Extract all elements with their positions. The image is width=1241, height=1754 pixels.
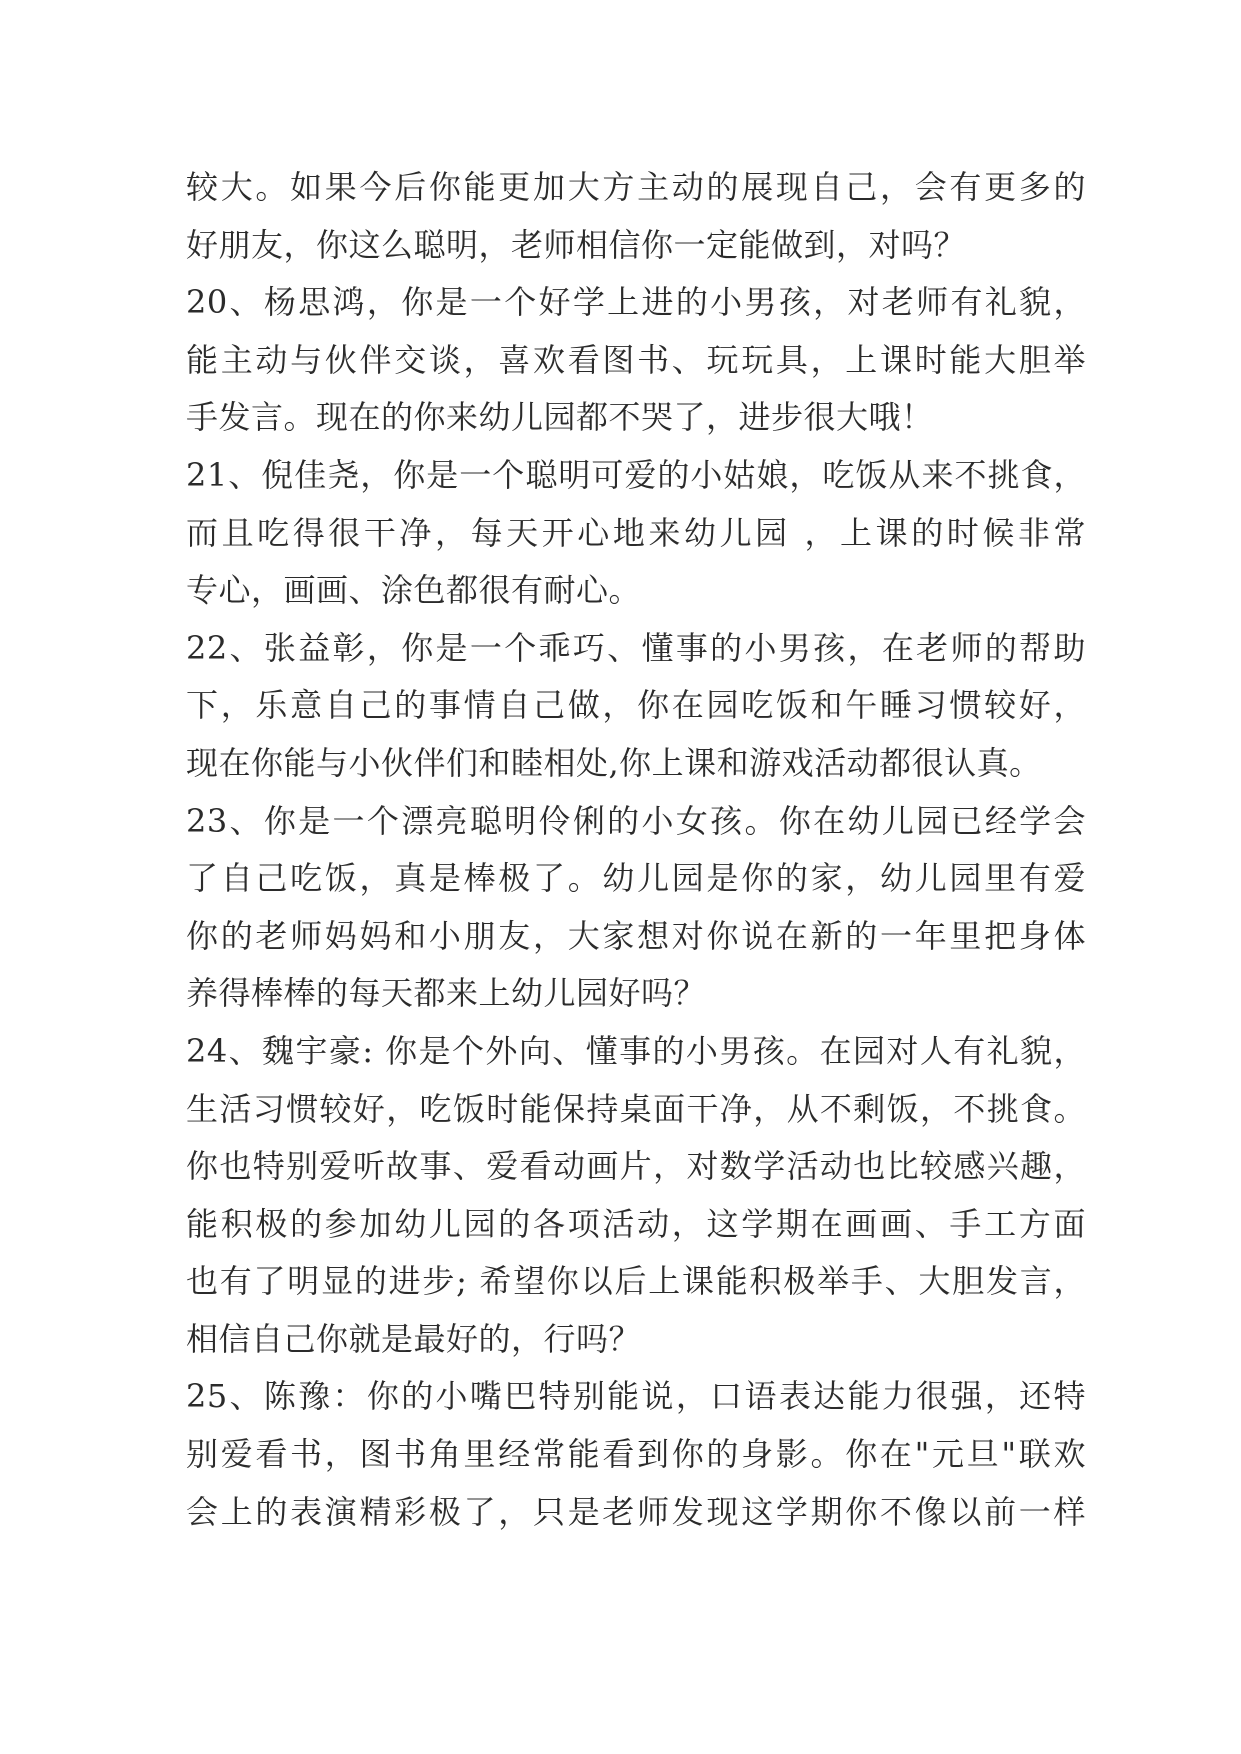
text-line: 能积极的参加幼儿园的各项活动，这学期在画画、手工方面 [186, 1204, 1086, 1243]
text-line: 会上的表演精彩极了，只是老师发现这学期你不像以前一样 [186, 1492, 1086, 1531]
text-line: 也有了明显的进步; 希望你以后上课能积极举手、大胆发言， [186, 1262, 1086, 1301]
text-line: 手发言。现在的你来幼儿园都不哭了，进步很大哦！ [186, 398, 934, 437]
text-line: 生活习惯较好，吃饭时能保持桌面干净，从不剩饭，不挑食。 [186, 1089, 1086, 1128]
text-line: 你也特别爱听故事、爱看动画片，对数学活动也比较感兴趣， [186, 1147, 1086, 1186]
text-line: 你的老师妈妈和小朋友，大家想对你说在新的一年里把身体 [186, 916, 1086, 955]
text-line: 下，乐意自己的事情自己做，你在园吃饭和午睡习惯较好， [186, 686, 1086, 725]
text-line: 较大。如果今后你能更加大方主动的展现自己，会有更多的 [186, 168, 1086, 206]
text-line: 养得棒棒的每天都来上幼儿园好吗？ [186, 974, 707, 1013]
text-line: 20、杨思鸿，你是一个好学上进的小男孩，对老师有礼貌， [186, 283, 1086, 322]
text-line: 23、你是一个漂亮聪明伶俐的小女孩。你在幼儿园已经学会 [186, 801, 1086, 840]
text-line: 别爱看书，图书角里经常能看到你的身影。你在"元旦"联欢 [186, 1435, 1086, 1474]
text-line: 现在你能与小伙伴们和睦相处,你上课和游戏活动都很认真。 [186, 743, 1042, 782]
text-line: 而且吃得很干净，每天开心地来幼儿园 ，上课的时候非常 [186, 513, 1086, 552]
text-line: 好朋友，你这么聪明，老师相信你一定能做到，对吗？ [186, 225, 967, 264]
text-line: 能主动与伙伴交谈，喜欢看图书、玩玩具，上课时能大胆举 [186, 340, 1086, 379]
document-body [186, 159, 1086, 1541]
text-line: 相信自己你就是最好的，行吗？ [186, 1319, 642, 1358]
text-line: 了自己吃饭，真是棒极了。幼儿园是你的家，幼儿园里有爱 [186, 859, 1086, 898]
text-line: 25、陈豫：你的小嘴巴特别能说，口语表达能力很强，还特 [186, 1377, 1086, 1416]
text-line: 专心，画画、涂色都很有耐心。 [186, 571, 642, 610]
text-line: 21、倪佳尧，你是一个聪明可爱的小姑娘，吃饭从来不挑食， [186, 455, 1086, 494]
text-line: 22、张益彰，你是一个乖巧、懂事的小男孩，在老师的帮助 [186, 628, 1086, 667]
text-line: 24、魏宇豪: 你是个外向、懂事的小男孩。在园对人有礼貌， [186, 1031, 1086, 1070]
